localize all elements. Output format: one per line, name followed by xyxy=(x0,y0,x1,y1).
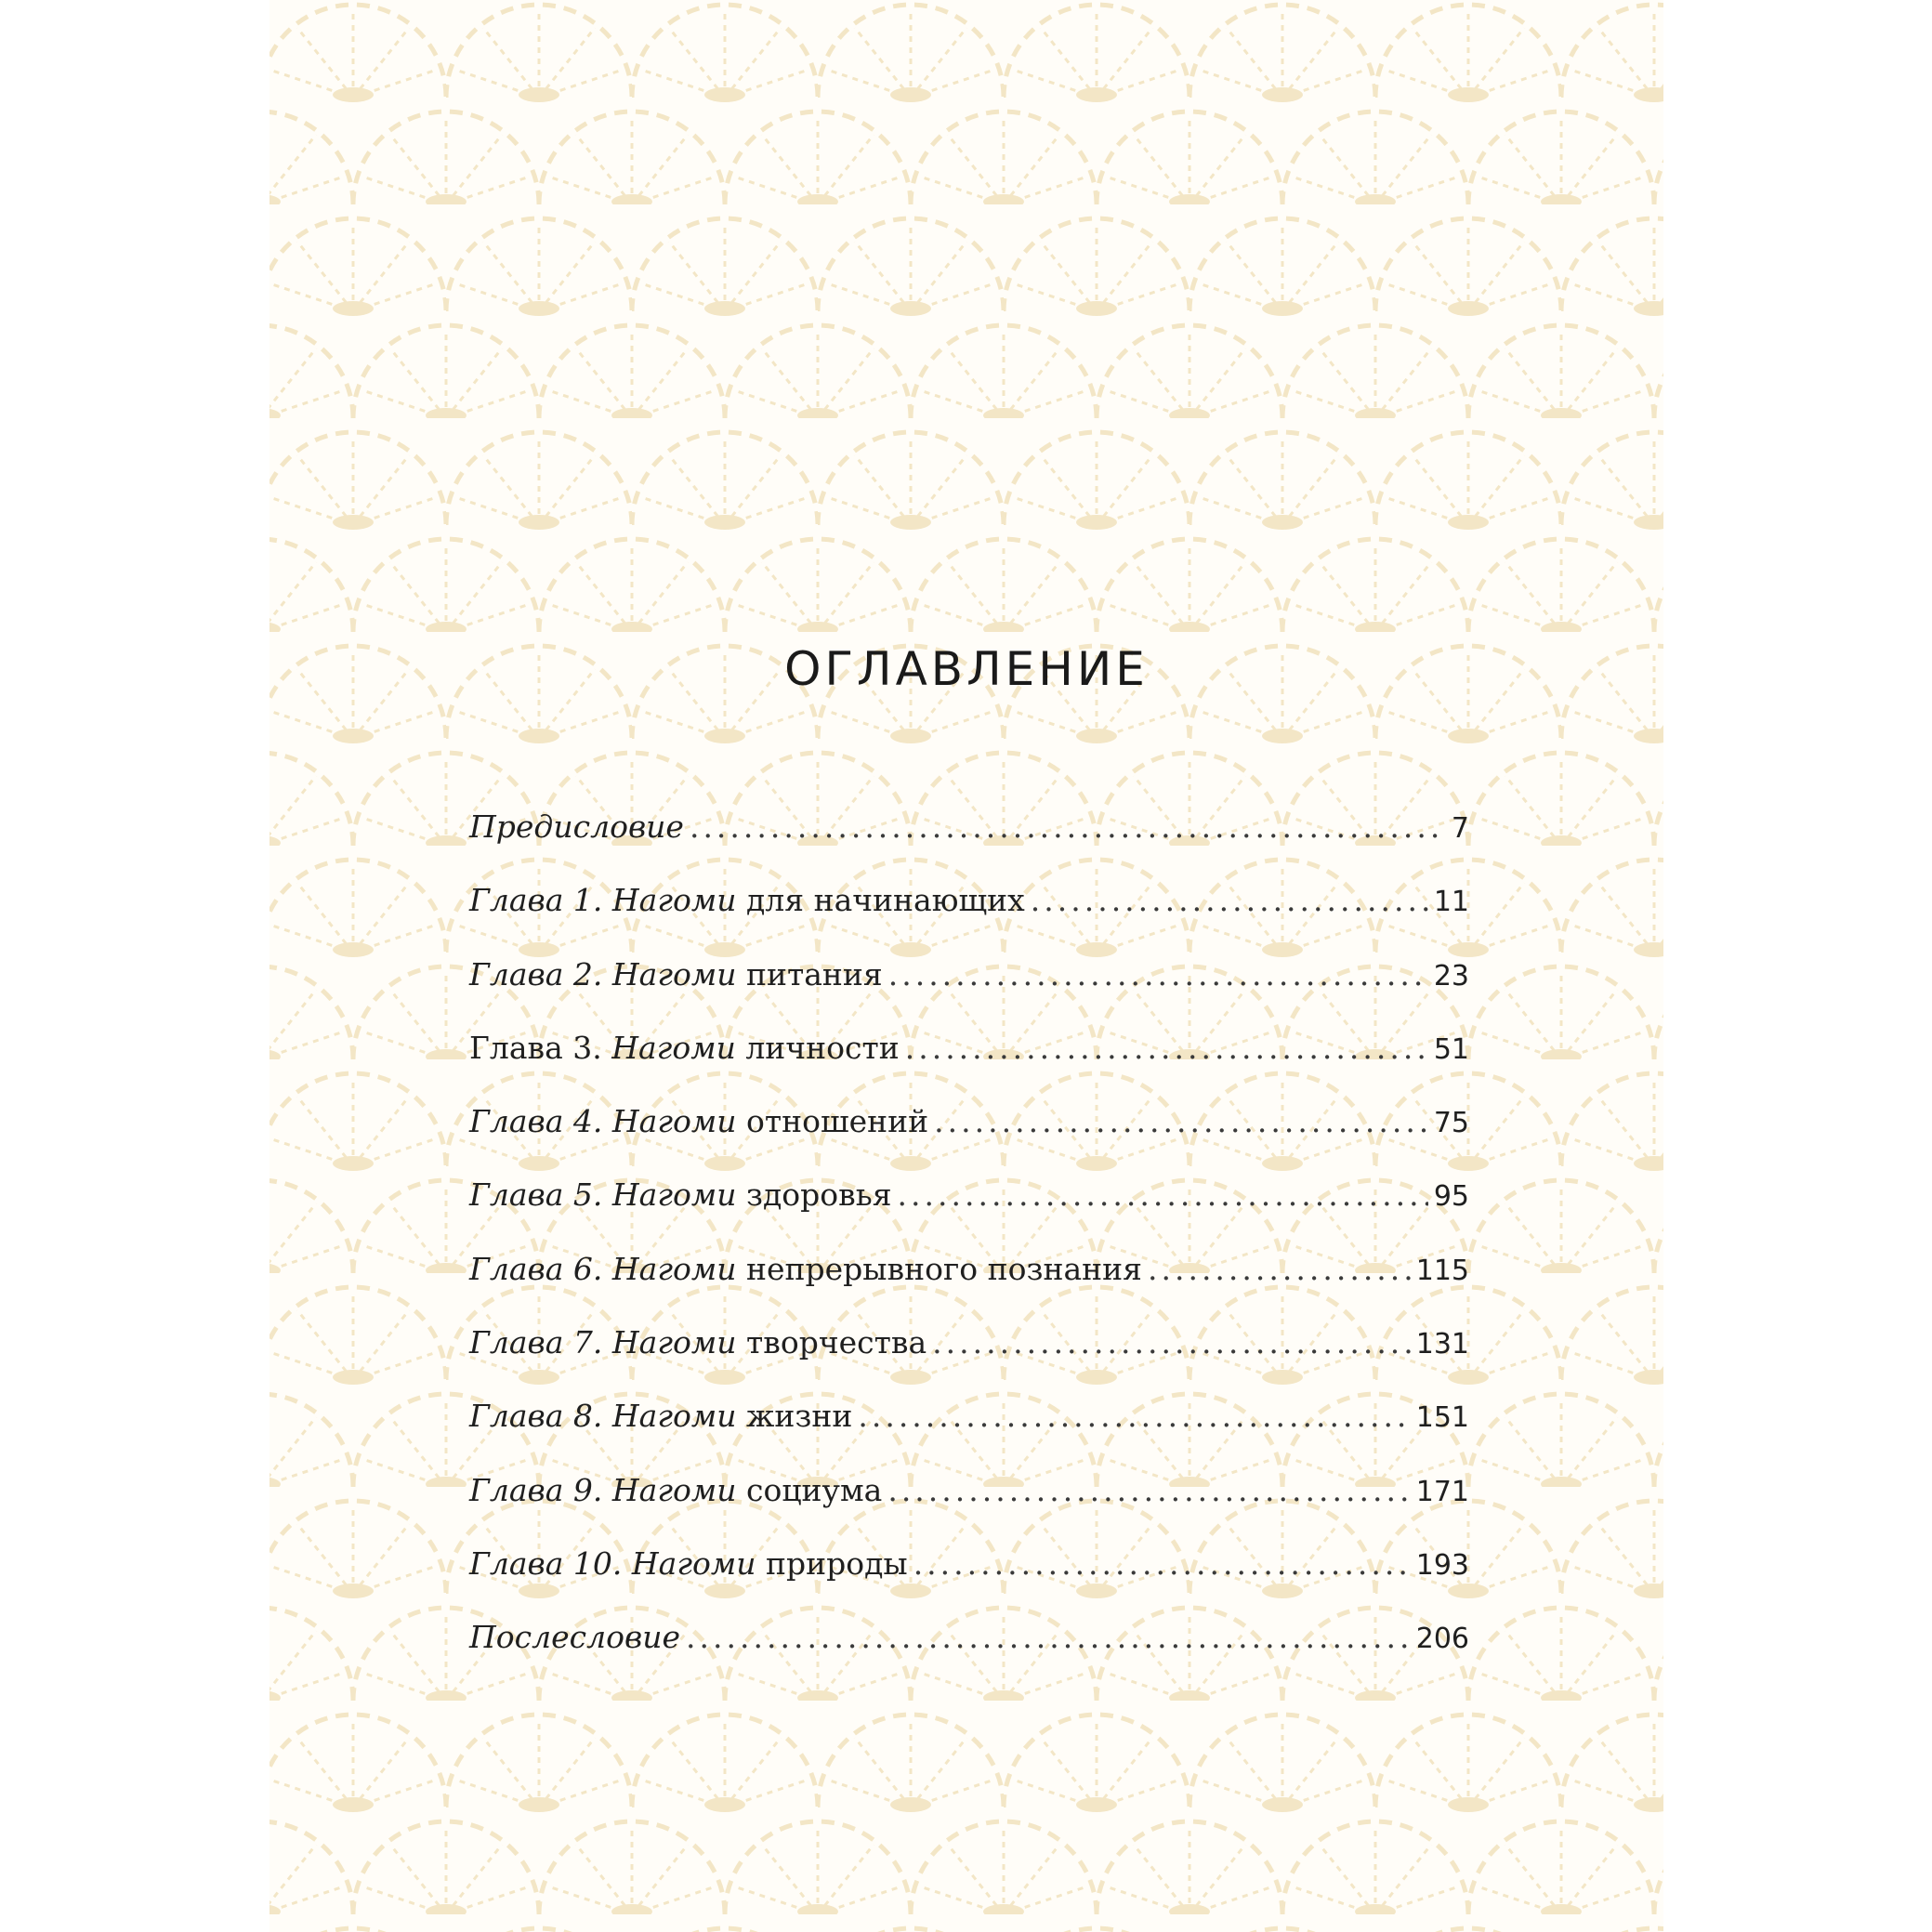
dot-leader xyxy=(887,1472,1410,1508)
toc-entry-italic: Глава 2. Нагоми xyxy=(469,955,737,992)
toc-page-number: 23 xyxy=(1433,959,1469,992)
toc-entry-italic: Глава 5. Нагоми xyxy=(469,1176,737,1214)
toc-entry-subject: отношений xyxy=(736,1103,929,1140)
toc-entry-italic: Послесловие xyxy=(469,1619,681,1656)
toc-entry-italic: Предисловие xyxy=(469,808,684,845)
dot-leader xyxy=(690,808,1446,845)
toc-entry-label xyxy=(469,1103,928,1139)
toc-entry xyxy=(469,1324,1469,1398)
dot-leader xyxy=(1031,882,1428,918)
toc-entry-label xyxy=(469,808,684,845)
toc-entry xyxy=(469,956,1469,1030)
toc-entry-subject: для начинающих xyxy=(736,882,1025,919)
toc-page-number: 95 xyxy=(1433,1180,1469,1214)
toc-entry xyxy=(469,1545,1469,1619)
toc-entry-italic: Глава 8. Нагоми xyxy=(469,1398,737,1435)
page-title: ОГЛАВЛЕНИЕ xyxy=(784,642,1149,696)
dot-leader xyxy=(1148,1251,1411,1287)
toc-page-number: 206 xyxy=(1415,1623,1469,1656)
toc-entry xyxy=(469,882,1469,955)
toc-entry xyxy=(469,1176,1469,1250)
dot-leader xyxy=(905,1030,1428,1066)
toc-entry xyxy=(469,1030,1469,1103)
toc-entry-italic: Глава 7. Нагоми xyxy=(469,1324,737,1361)
toc-entry-prefix: Глава 3. xyxy=(469,1029,612,1066)
toc-page-number: 151 xyxy=(1415,1401,1469,1435)
toc-entry xyxy=(469,1251,1469,1324)
toc-entry-label xyxy=(469,1619,680,1655)
toc-entry-subject: личности xyxy=(735,1029,900,1066)
toc-entry-subject: питания xyxy=(736,955,883,992)
dot-leader xyxy=(934,1103,1428,1139)
toc-page-number: 171 xyxy=(1415,1475,1469,1508)
toc-entry-label xyxy=(469,1030,900,1066)
toc-entry-label xyxy=(469,956,883,992)
toc-entry-label xyxy=(469,1251,1142,1287)
toc-entry-label xyxy=(469,1545,908,1582)
toc-entry-subject: социума xyxy=(736,1471,883,1508)
toc-page-number: 131 xyxy=(1415,1328,1469,1361)
toc-entry-italic: Нагоми xyxy=(611,1029,736,1066)
toc-entry-subject: жизни xyxy=(736,1398,853,1435)
dot-leader xyxy=(888,956,1428,992)
toc-page-number: 51 xyxy=(1433,1032,1469,1066)
toc-entry xyxy=(469,808,1469,882)
toc-entry xyxy=(469,1398,1469,1471)
toc-page-number: 115 xyxy=(1415,1254,1469,1287)
toc-page-number: 11 xyxy=(1433,886,1469,919)
toc-entry xyxy=(469,1472,1469,1545)
dot-leader xyxy=(932,1324,1411,1360)
toc-entry-subject: природы xyxy=(756,1544,908,1582)
book-page xyxy=(269,0,1663,1932)
toc-entry-label xyxy=(469,1398,852,1434)
toc-entry-subject: творчества xyxy=(736,1324,927,1361)
toc-entry-italic: Глава 9. Нагоми xyxy=(469,1471,737,1508)
toc-entry-italic: Глава 6. Нагоми xyxy=(469,1250,737,1287)
toc-entry xyxy=(469,1619,1469,1692)
toc-entry xyxy=(469,1103,1469,1176)
toc-entry-subject: непрерывного познания xyxy=(736,1250,1142,1287)
toc-entry-italic: Глава 1. Нагоми xyxy=(469,882,737,919)
toc-page-number: 193 xyxy=(1415,1548,1469,1582)
toc-entry-label xyxy=(469,1176,892,1213)
dot-leader xyxy=(898,1176,1428,1213)
table-of-contents xyxy=(469,808,1469,1693)
toc-page-number: 7 xyxy=(1451,812,1469,845)
toc-entry-label xyxy=(469,882,1025,918)
dot-leader xyxy=(686,1619,1411,1655)
dot-leader xyxy=(858,1398,1410,1434)
toc-entry-label xyxy=(469,1324,927,1360)
toc-entry-italic: Глава 4. Нагоми xyxy=(469,1103,737,1140)
toc-entry-label xyxy=(469,1472,882,1508)
toc-entry-italic: Глава 10. Нагоми xyxy=(469,1544,756,1582)
toc-page-number: 75 xyxy=(1433,1107,1469,1140)
dot-leader xyxy=(913,1545,1411,1582)
toc-entry-subject: здоровья xyxy=(736,1176,892,1214)
